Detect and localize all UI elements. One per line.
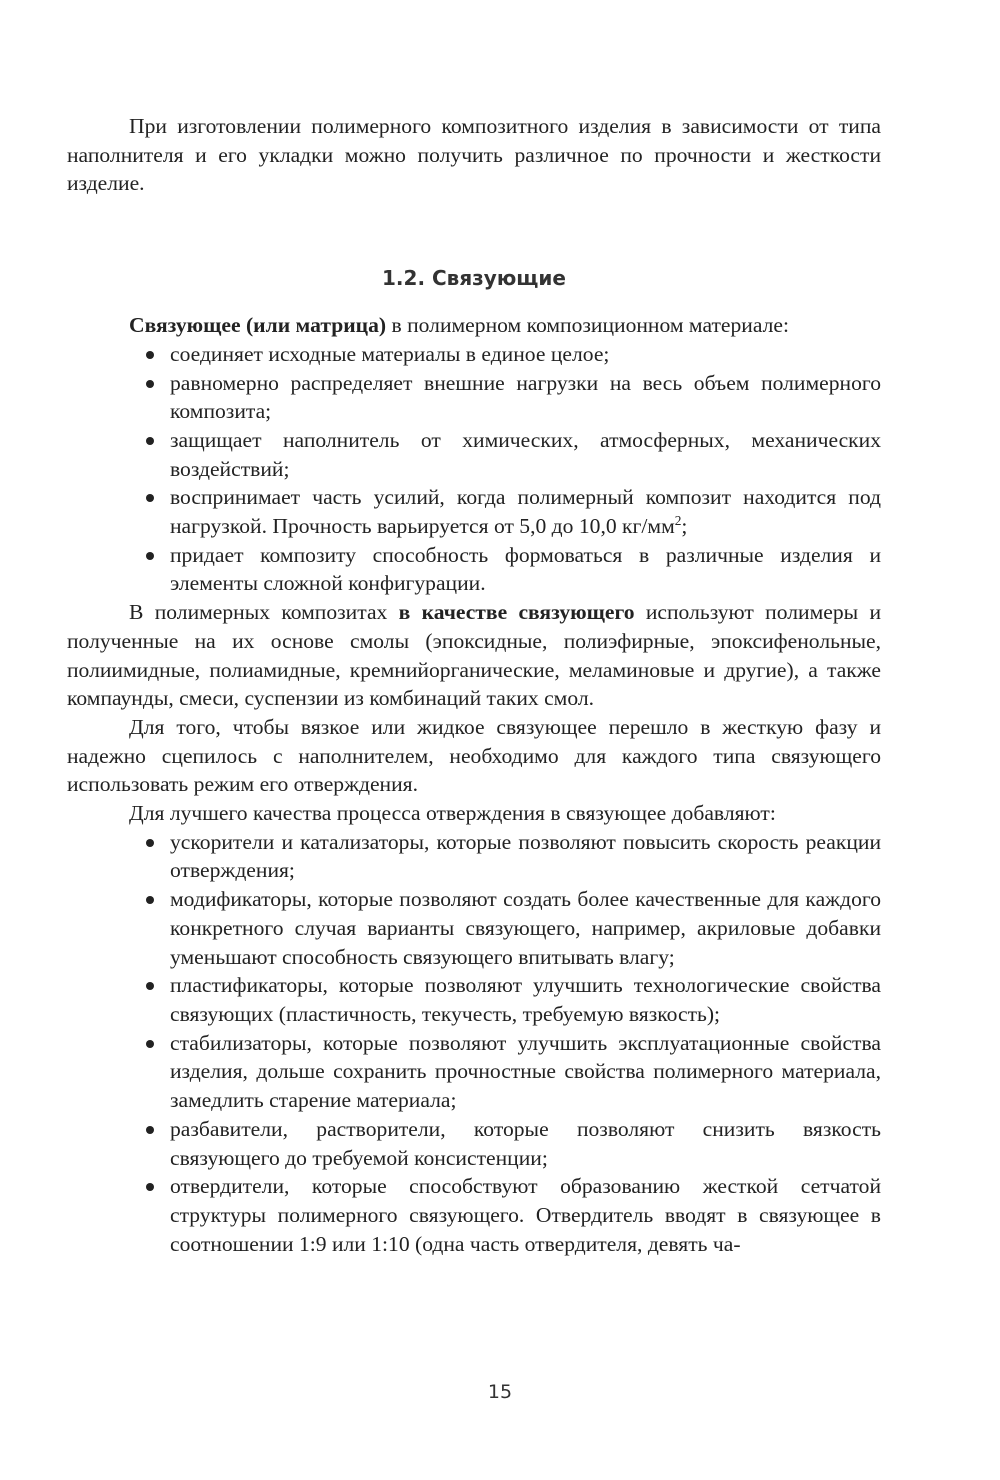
additives-list: [67, 828, 881, 1259]
additives-intro: Для лучшего качества процесса отверждения в связующее добавляют:: [129, 801, 776, 826]
list-item-tail: ;: [681, 514, 688, 539]
list-item: соединяет исходные материалы в единое целое;: [67, 340, 881, 369]
list-item: разбавители, растворители, которые позволяют снизить вязкость связующего до требуемой консистенции;: [67, 1115, 881, 1172]
binder-intro-rest: в полимерном композиционном материале:: [386, 313, 789, 338]
intro-paragraph: При изготовлении полимерного композитного изделия в зависимости от типа наполнителя и его укладки можно получить различное по прочности и жесткости изделие.: [67, 114, 881, 196]
list-item: придает композиту способность формоваться в различные изделия и элементы сложной конфигурации.: [67, 541, 881, 598]
binder-term: Связующее (или матрица): [129, 313, 387, 338]
list-item: стабилизаторы, которые позволяют улучшить эксплуатационные свойства изделия, дольше сохранить прочностные свойства полимерного материала, замедлить старение материала;: [67, 1029, 881, 1115]
list-item: защищает наполнитель от химических, атмосферных, механических воздействий;: [67, 426, 881, 483]
curing-paragraph: Для того, чтобы вязкое или жидкое связующее перешло в жесткую фазу и надежно сцепилось с наполнителем, необходимо для каждого типа связующего использовать режим его отверждения.: [67, 714, 881, 797]
binder-functions-list: [67, 340, 881, 598]
binder-intro-paragraph: [67, 311, 881, 340]
list-item: [67, 483, 881, 540]
list-item: равномерно распределяет внешние нагрузки на весь объем полимерного композита;: [67, 369, 881, 426]
section-heading: 1.2. Связующие: [382, 266, 566, 291]
binder-types-before: В полимерных композитах: [129, 600, 399, 625]
binder-types-bold: в качестве связующего: [398, 600, 635, 625]
binder-types-paragraph: [67, 598, 881, 713]
list-item: модификаторы, которые позволяют создать более качественные для каждого конкретного случая варианты связующего, например, акриловые добавки уменьшают способность связующего впитывать влагу;: [67, 885, 881, 971]
page-number: 15: [487, 1381, 513, 1403]
list-item: пластификаторы, которые позволяют улучшить технологические свойства связующих (пластичность, текучесть, требуемую вязкость);: [67, 971, 881, 1028]
superscript: 2: [674, 512, 682, 528]
page-content: [67, 112, 881, 1258]
binder-types-after: используют полимеры и полученные на их основе смолы (эпоксидные, полиэфирные, эпоксифенольные, полиимидные, полиамидные, кремнийорганические, меламиновые и другие), а также компаунды, смеси, суспензии из комбинаций таких смол.: [67, 600, 882, 711]
list-item: ускорители и катализаторы, которые позволяют повысить скорость реакции отверждения;: [67, 828, 881, 885]
list-item: отвердители, которые способствуют образованию жесткой сетчатой структуры полимерного связующего. Отвердитель вводят в связующее в соотношении 1:9 или 1:10 (одна часть отвердителя, девять ча-: [67, 1172, 881, 1258]
list-item-text: воспринимает часть усилий, когда полимерный композит находится под нагрузкой. Прочность варьируется от 5,0 до 10,0 кг/мм: [170, 485, 881, 539]
